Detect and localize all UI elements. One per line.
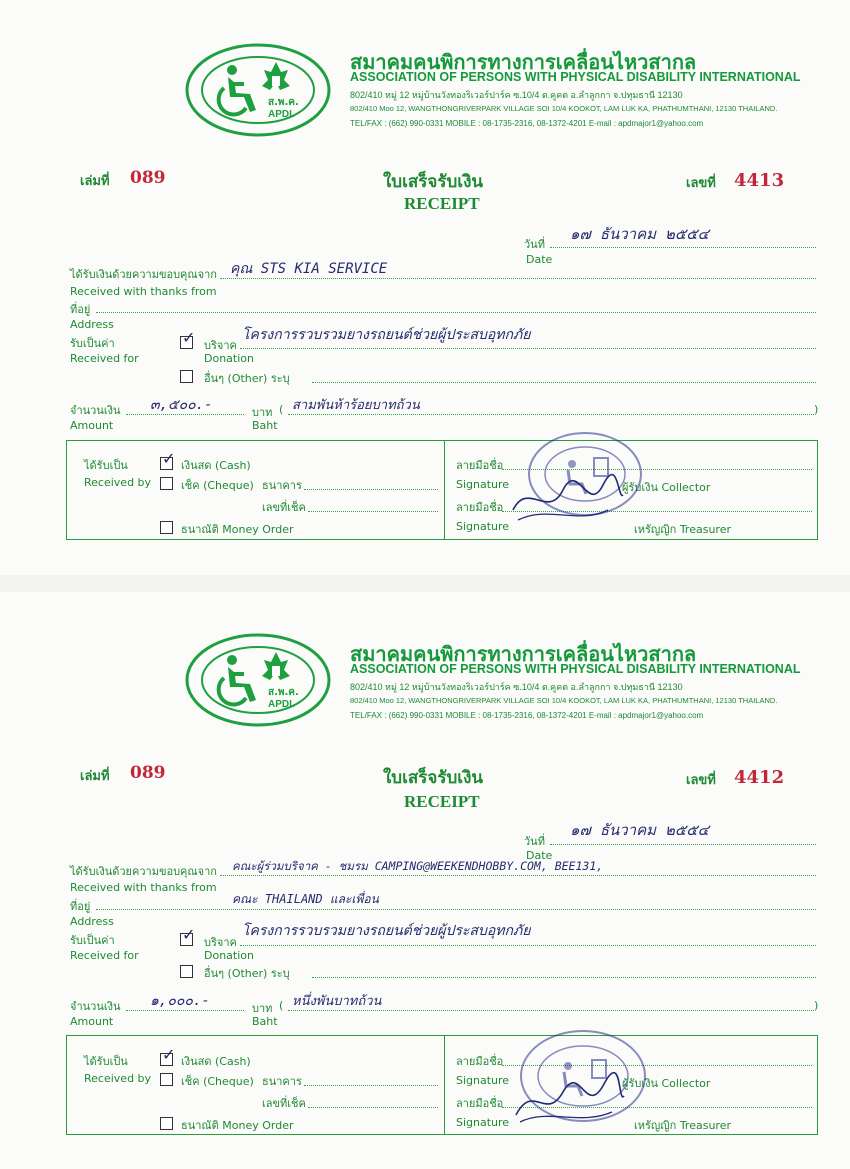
money-order-checkbox[interactable]: [160, 1117, 173, 1130]
money-order-label: ธนาณัติ Money Order: [181, 1119, 294, 1132]
org-address-th: 802/410 หมู่ 12 หมู่บ้านวังทองริเวอร์ปาร์ค ซ.10/4 ต.คูคต อ.ลำลูกกา จ.ปทุมธานี 12130: [350, 90, 683, 100]
collector-signature: [508, 470, 628, 534]
logo-abbrev-en: APDI.: [268, 109, 295, 120]
paid-by-label-en: Received by: [84, 476, 152, 489]
number-label: เลขที่: [686, 773, 716, 788]
amount-words-value: สามพันห้าร้อยบาทถ้วน: [292, 398, 420, 413]
amount-label-en: Amount: [70, 419, 114, 432]
cash-label: เงินสด (Cash): [181, 459, 251, 472]
collector-signature: [508, 1070, 628, 1134]
address-label-en: Address: [70, 915, 114, 928]
donation-value: โครงการรวบรวมยางรถยนต์ช่วยผู้ประสบอุทกภัย: [242, 327, 531, 343]
title-th: ใบเสร็จรับเงิน: [383, 768, 484, 788]
received-for-label-en: Received for: [70, 949, 139, 962]
donation-line: [240, 348, 816, 349]
received-for-label-th: รับเป็นค่า: [70, 337, 115, 350]
book-label: เล่มที่: [80, 174, 110, 189]
address-value: คณะ THAILAND และเพื่อน: [232, 892, 379, 906]
logo-abbrev-en: APDI.: [268, 699, 295, 710]
paren-close: ): [814, 403, 819, 416]
cheque-no-label: เลขที่เช็ค: [262, 1097, 306, 1110]
amount-value: ๑,๐๐๐.-: [150, 993, 210, 1009]
received-from-label-th: ได้รับเงินด้วยความขอบคุณจาก: [70, 268, 217, 281]
number-label: เลขที่: [686, 176, 716, 191]
bank-line: [304, 489, 438, 490]
date-label-th: วันที่: [524, 238, 545, 251]
amount-label-th: จำนวนเงิน: [70, 1000, 121, 1013]
cheque-no-label: เลขที่เช็ค: [262, 501, 306, 514]
book-number: 089: [130, 763, 166, 783]
cash-label: เงินสด (Cash): [181, 1055, 251, 1068]
collector-label: ผู้รับเงิน Collector: [622, 1077, 711, 1090]
collector-signature-label-en: Signature: [456, 478, 510, 491]
received-from-value: คณะผู้ร่วมบริจาค - ชมรม CAMPING@WEEKENDHOBBY.COM, BEE131,: [232, 859, 604, 873]
other-label: อื่นๆ (Other) ระบุ: [204, 967, 290, 980]
org-name-th: สมาคมคนพิการทางการเคลื่อนไหวสากล: [350, 50, 697, 74]
amount-value: ๓,๕๐๐.-: [150, 397, 213, 413]
paid-by-label-th: ได้รับเป็น: [84, 1055, 128, 1068]
treasurer-signature-label-en: Signature: [456, 1116, 510, 1129]
donation-label-th: บริจาค: [204, 936, 237, 949]
donation-check-mark: ✓: [182, 328, 196, 347]
baht-label-en: Baht: [252, 1015, 278, 1028]
title-en: RECEIPT: [404, 194, 480, 213]
collector-signature-label-en: Signature: [456, 1074, 510, 1087]
paren-open: (: [279, 999, 284, 1012]
date-label-en: Date: [526, 849, 553, 862]
bank-label: ธนาคาร: [262, 479, 302, 492]
org-name-th: สมาคมคนพิการทางการเคลื่อนไหวสากล: [350, 642, 697, 666]
other-line: [312, 382, 816, 383]
receipt-4413: [0, 0, 850, 575]
cheque-no-line: [308, 1107, 438, 1108]
cheque-checkbox[interactable]: [160, 1073, 173, 1086]
received-for-label-th: รับเป็นค่า: [70, 934, 115, 947]
treasurer-signature-label-en: Signature: [456, 520, 510, 533]
cheque-checkbox[interactable]: [160, 477, 173, 490]
collector-label: ผู้รับเงิน Collector: [622, 481, 711, 494]
donation-check-mark: ✓: [182, 925, 196, 944]
treasurer-signature-label-th: ลายมือชื่อ: [456, 501, 504, 514]
address-label-en: Address: [70, 318, 114, 331]
receipt-number: 4412: [734, 767, 785, 788]
org-address-en: 802/410 Moo 12, WANGTHONGRIVERPARK VILLAGE SOI 10/4 KOOKOT, LAM LUK KA, PHATHUMTHANI, 12130 THAILAND.: [350, 696, 778, 705]
bank-line: [304, 1085, 438, 1086]
payment-box-divider: [444, 1035, 445, 1135]
collector-signature-label-th: ลายมือชื่อ: [456, 1055, 504, 1068]
address-label-th: ที่อยู่: [70, 900, 91, 913]
address-label-th: ที่อยู่: [70, 303, 91, 316]
received-for-label-en: Received for: [70, 352, 139, 365]
received-from-label-en: Received with thanks from: [70, 881, 217, 894]
apdi-logo: [184, 632, 332, 728]
other-checkbox[interactable]: [180, 370, 193, 383]
money-order-label: ธนาณัติ Money Order: [181, 523, 294, 536]
donation-label-th: บริจาค: [204, 339, 237, 352]
amount-label-en: Amount: [70, 1015, 114, 1028]
date-value: ๑๗ ธันวาคม ๒๕๕๔: [570, 225, 709, 243]
date-label-th: วันที่: [524, 835, 545, 848]
treasurer-label: เหรัญญิก Treasurer: [634, 1119, 731, 1132]
amount-label-th: จำนวนเงิน: [70, 404, 121, 417]
other-label: อื่นๆ (Other) ระบุ: [204, 372, 290, 385]
payment-box-divider: [444, 440, 445, 540]
donation-label-en: Donation: [204, 352, 254, 365]
amount-words-value: หนึ่งพันบาทถ้วน: [292, 994, 382, 1009]
cheque-no-line: [308, 511, 438, 512]
cash-check-mark: ✓: [162, 449, 176, 468]
donation-line: [240, 945, 816, 946]
apdi-logo: [184, 42, 332, 138]
baht-label-th: บาท: [252, 1002, 273, 1015]
other-checkbox[interactable]: [180, 965, 193, 978]
org-contact: TEL/FAX : (662) 990-0331 MOBILE : 08-1735-2316, 08-1372-4201 E-mail : apdmajor1@yahoo.com: [350, 119, 704, 128]
received-from-label-th: ได้รับเงินด้วยความขอบคุณจาก: [70, 865, 217, 878]
received-from-value: คุณ STS KIA SERVICE: [230, 261, 388, 277]
book-label: เล่มที่: [80, 769, 110, 784]
title-th: ใบเสร็จรับเงิน: [383, 172, 484, 192]
cash-check-mark: ✓: [162, 1045, 176, 1064]
treasurer-signature-label-th: ลายมือชื่อ: [456, 1097, 504, 1110]
collector-signature-label-th: ลายมือชื่อ: [456, 459, 504, 472]
logo-abbrev-th: ส.พ.ค.: [268, 97, 299, 108]
date-line: [550, 844, 816, 845]
other-line: [312, 977, 816, 978]
org-address-th: 802/410 หมู่ 12 หมู่บ้านวังทองริเวอร์ปาร์ค ซ.10/4 ต.คูคต อ.ลำลูกกา จ.ปทุมธานี 12130: [350, 682, 683, 692]
baht-label-en: Baht: [252, 419, 278, 432]
money-order-checkbox[interactable]: [160, 521, 173, 534]
org-address-en: 802/410 Moo 12, WANGTHONGRIVERPARK VILLAGE SOI 10/4 KOOKOT, LAM LUK KA, PHATHUMTHANI, 12130 THAILAND.: [350, 104, 778, 113]
date-line: [550, 247, 816, 248]
donation-label-en: Donation: [204, 949, 254, 962]
bank-label: ธนาคาร: [262, 1075, 302, 1088]
donation-value: โครงการรวบรวมยางรถยนต์ช่วยผู้ประสบอุทกภัย: [242, 923, 531, 939]
paren-open: (: [279, 403, 284, 416]
org-contact: TEL/FAX : (662) 990-0331 MOBILE : 08-1735-2316, 08-1372-4201 E-mail : apdmajor1@yahoo.com: [350, 711, 704, 720]
paren-close: ): [814, 999, 819, 1012]
receipt-number: 4413: [734, 170, 785, 191]
received-from-label-en: Received with thanks from: [70, 285, 217, 298]
paid-by-label-th: ได้รับเป็น: [84, 459, 128, 472]
paid-by-label-en: Received by: [84, 1072, 152, 1085]
book-number: 089: [130, 168, 166, 188]
cheque-label: เช็ค (Cheque): [181, 479, 254, 492]
title-en: RECEIPT: [404, 792, 480, 811]
receipt-4412: [0, 592, 850, 1169]
treasurer-label: เหรัญญิก Treasurer: [634, 523, 731, 536]
baht-label-th: บาท: [252, 406, 273, 419]
org-name-en: ASSOCIATION OF PERSONS WITH PHYSICAL DISABILITY INTERNATIONAL: [350, 662, 801, 676]
logo-abbrev-th: ส.พ.ค.: [268, 687, 299, 698]
date-label-en: Date: [526, 253, 553, 266]
org-name-en: ASSOCIATION OF PERSONS WITH PHYSICAL DISABILITY INTERNATIONAL: [350, 70, 801, 84]
date-value: ๑๗ ธันวาคม ๒๕๕๔: [570, 821, 709, 839]
cheque-label: เช็ค (Cheque): [181, 1075, 254, 1088]
address-line: [96, 312, 816, 313]
address-line: [96, 909, 816, 910]
